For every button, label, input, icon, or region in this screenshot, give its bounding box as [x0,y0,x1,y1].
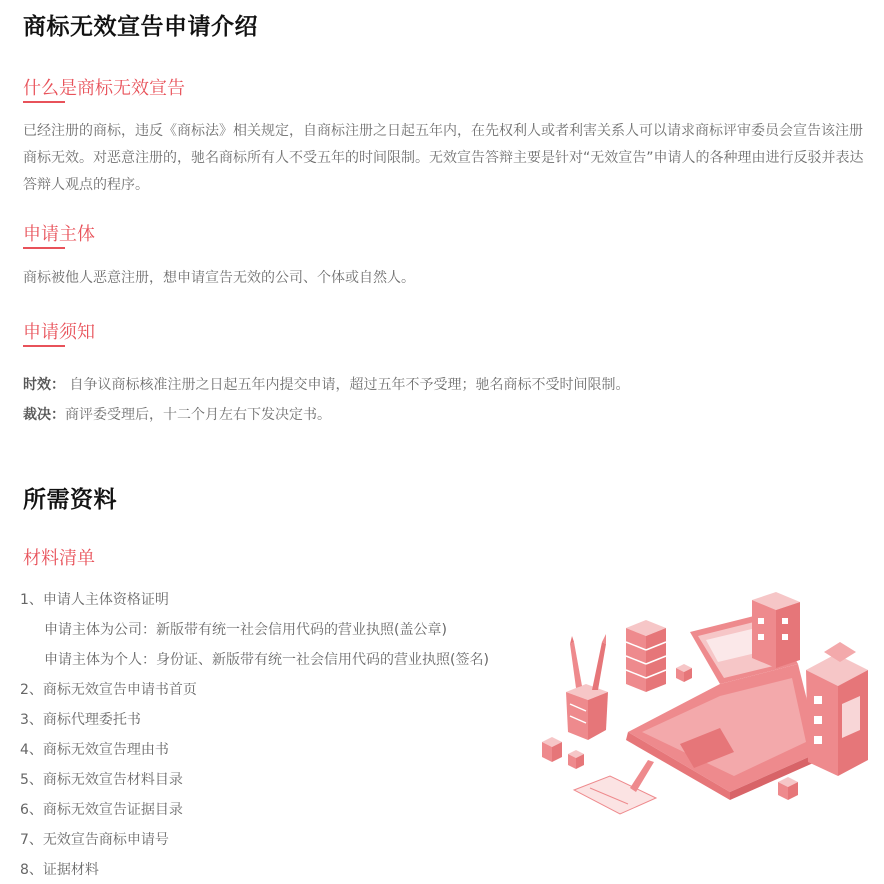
heading-subject: 申请主体 [23,224,95,245]
cube-icon [676,664,692,682]
notebook-icon [574,760,656,814]
list-sub-item: 申请主体为个人：身份证、新版带有统一社会信用代码的营业执照(签名) [44,652,489,668]
cube-icon [568,750,584,769]
list-item: 6、商标无效宣告证据目录 [20,802,183,818]
subject-paragraph: 商标被他人恶意注册，想申请宣告无效的公司、个体或自然人。 [23,270,415,286]
building-icon [752,592,800,668]
notice-label: 时效： [23,377,65,393]
pencil-cup-icon [566,634,608,740]
notice-text: 自争议商标核准注册之日起五年内提交申请，超过五年不予受理；驰名商标不受时间限制。 [65,377,630,393]
list-item: 8、证据材料 [20,862,99,878]
list-item: 2、商标无效宣告申请书首页 [20,682,197,698]
what-is-paragraph: 已经注册的商标，违反《商标法》相关规定，自商标注册之日起五年内，在先权利人或者利害关系人可以请求商标评审委员会宣告该注册商标无效。对恶意注册的，驰名商标所有人不受五年的时间限制。无效宣告答辩主要是针对“无效宣告”申请人的各种理由进行反驳并表达答辩人观点的程序。 [23,123,864,193]
list-item: 1、申请人主体资格证明 [20,592,169,608]
building-icon [806,642,868,776]
heading-what-is: 什么是商标无效宣告 [23,78,185,99]
list-item: 5、商标无效宣告材料目录 [20,772,183,788]
heading-materials-list: 材料清单 [23,548,95,569]
notice-label: 裁决： [23,407,65,423]
notice-text: 商评委受理后，十二个月左右下发决定书。 [65,407,331,423]
list-item: 7、无效宣告商标申请号 [20,832,169,848]
office-illustration [530,592,875,827]
data-stack-icon [626,620,666,692]
list-sub-item: 申请主体为公司：新版带有统一社会信用代码的营业执照(盖公章) [44,622,447,638]
heading-underline [23,345,65,347]
heading-underline [23,247,65,249]
notice-item-ruling [23,404,331,424]
page-title: 商标无效宣告申请介绍 [23,14,258,40]
section-title-materials: 所需资料 [23,487,117,513]
list-item: 3、商标代理委托书 [20,712,141,728]
cube-icon [778,777,798,800]
cube-icon [542,737,562,762]
notice-item-time-limit [23,374,629,394]
heading-underline [23,101,65,103]
list-item: 4、商标无效宣告理由书 [20,742,169,758]
heading-notice: 申请须知 [23,322,95,343]
